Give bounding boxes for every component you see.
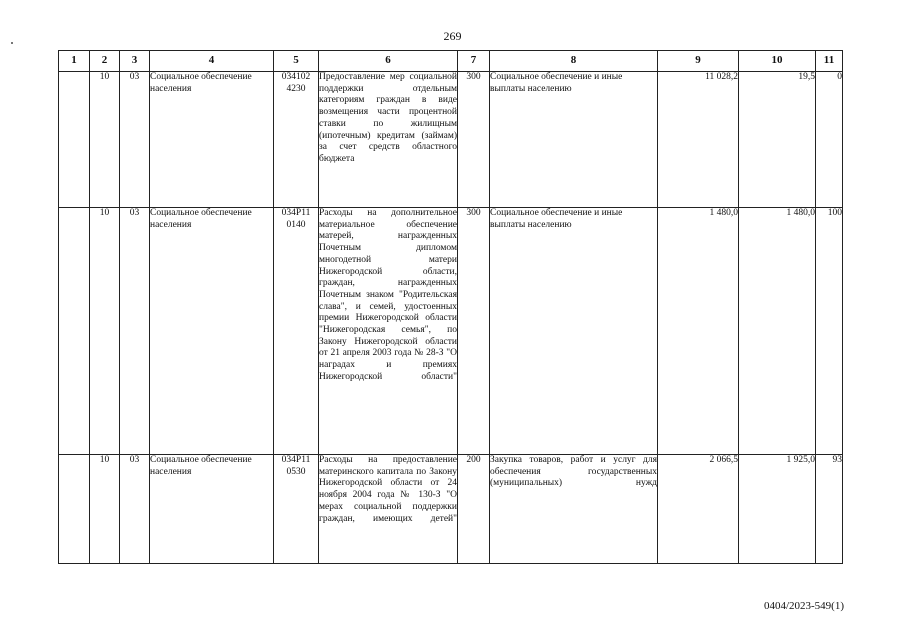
cell-expense-type: 300 [458, 72, 490, 208]
cell-subsection-name: Социальное обеспечение населения [150, 455, 274, 564]
cell-expense-name: Расходы на предоставление материнского капитала по Закону Нижегородской области от 24 ноября 2004 года № 130-З "О мерах социальной поддержки граждан, имеющих детей" [319, 455, 458, 564]
cell-plan-amount: 2 066,5 [658, 455, 739, 564]
table-row [59, 455, 843, 564]
cell-target-code: 034P11 0530 [274, 455, 319, 564]
cell-target-code: 034102 4230 [274, 72, 319, 208]
cell-actual-amount: 1 480,0 [739, 208, 816, 455]
col-header-9: 9 [658, 51, 739, 72]
col-header-5: 5 [274, 51, 319, 72]
col-header-2: 2 [90, 51, 120, 72]
cell-subsection: 03 [120, 208, 150, 455]
table-row [59, 72, 843, 208]
cell-subsection: 03 [120, 455, 150, 564]
cell-subsection-name: Социальное обеспечение населения [150, 72, 274, 208]
cell-percent: 93 [816, 455, 843, 564]
cell-expense-type-name: Социальное обеспечение и иные выплаты населению [490, 208, 658, 455]
cell-subsection-name: Социальное обеспечение населения [150, 208, 274, 455]
col-header-7: 7 [458, 51, 490, 72]
budget-table [58, 50, 843, 564]
cell-expense-type-name: Закупка товаров, работ и услуг для обеспечения государственных (муниципальных) нужд [490, 455, 658, 564]
cell-section: 10 [90, 455, 120, 564]
table-header-row [59, 51, 843, 72]
cell-percent: 100 [816, 208, 843, 455]
col-header-8: 8 [490, 51, 658, 72]
cell-percent: 0 [816, 72, 843, 208]
col-header-1: 1 [59, 51, 90, 72]
cell-plan-amount: 1 480,0 [658, 208, 739, 455]
table-row [59, 208, 843, 455]
cell-actual-amount: 1 925,0 [739, 455, 816, 564]
cell-plan-amount: 11 028,2 [658, 72, 739, 208]
cell-target-code: 034P11 0140 [274, 208, 319, 455]
cell-col1 [59, 208, 90, 455]
col-header-10: 10 [739, 51, 816, 72]
cell-col1 [59, 72, 90, 208]
cell-section: 10 [90, 72, 120, 208]
cell-expense-type: 200 [458, 455, 490, 564]
col-header-6: 6 [319, 51, 458, 72]
cell-expense-type-name: Социальное обеспечение и иные выплаты населению [490, 72, 658, 208]
cell-expense-name: Расходы на дополнительное материальное обеспечение матерей, награжденных Почетным дипломом многодетной матери Нижегородской области, граждан, награжденных Почетным знаком "Родительская слава", и семей, удостоенных премии Нижегородской области "Нижегородская семья", по Закону Нижегородской области от 21 апреля 2003 года № 28-З "О наградах и премиях Нижегородской области" [319, 208, 458, 455]
document-code: 0404/2023-549(1) [763, 600, 844, 612]
col-header-4: 4 [150, 51, 274, 72]
cell-expense-name: Предоставление мер социальной поддержки отдельным категориям граждан в виде возмещения части процентной ставки по жилищным (ипотечным) кредитам (займам) за счет средств областного бюджета [319, 72, 458, 208]
cell-actual-amount: 19,5 [739, 72, 816, 208]
col-header-3: 3 [120, 51, 150, 72]
page-number: 269 [443, 29, 462, 43]
cell-expense-type: 300 [458, 208, 490, 455]
col-header-11: 11 [816, 51, 843, 72]
cell-col1 [59, 455, 90, 564]
cell-subsection: 03 [120, 72, 150, 208]
cell-section: 10 [90, 208, 120, 455]
